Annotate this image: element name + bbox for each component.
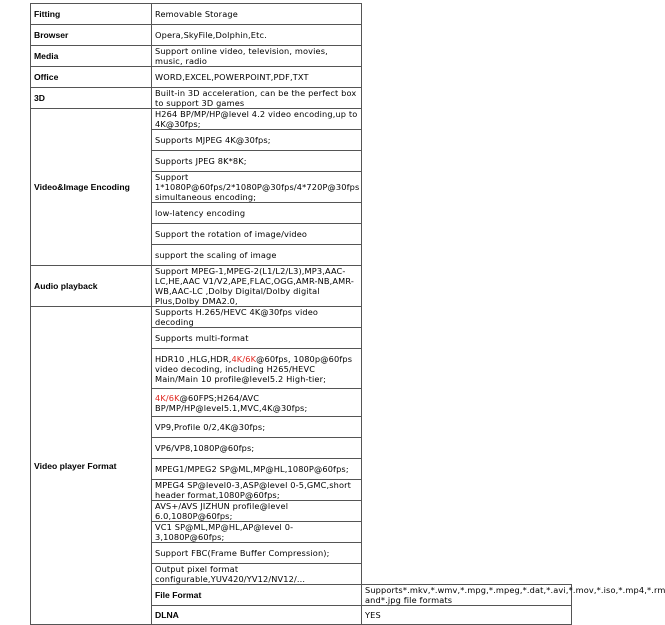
row-label-video-player-format: Video player Format (31, 307, 152, 625)
player-format-item: MPEG4 SP@level0-3,ASP@level 0-5,GMC,short header format,1080P@60fps; (152, 480, 362, 501)
player-format-item: Supports H.265/HEVC 4K@30fps video decoding (152, 307, 362, 328)
table-row (31, 25, 572, 46)
player-format-item: VP9,Profile 0/2,4K@30fps; (152, 417, 362, 438)
encoding-item: Support the rotation of image/video (152, 224, 362, 245)
h264-text: @60FPS;H264/AVC BP/MP/HP@level5.1,MVC,4K@30fps; (155, 392, 308, 413)
player-format-item: AVS+/AVS JIZHUN profile@level 6.0,1080P@60fps; (152, 501, 362, 522)
table-row (31, 46, 572, 67)
row-value-dlna: YES (362, 606, 572, 625)
encoding-item: low-latency encoding (152, 203, 362, 224)
encoding-item: support the scaling of image (152, 245, 362, 266)
spec-table (30, 3, 665, 625)
encoding-item: Supports MJPEG 4K@30fps; (152, 130, 362, 151)
h264-highlight: 4K/6K (155, 392, 180, 403)
row-label-office: Office (31, 67, 152, 88)
player-format-item: VP6/VP8,1080P@60fps; (152, 438, 362, 459)
row-value-fitting: Removable Storage (152, 4, 362, 25)
player-format-item: Output pixel format configurable,YUV420/YV12/NV12/... (152, 564, 362, 585)
table-row (31, 266, 572, 307)
hdr-highlight: 4K/6K (231, 353, 257, 364)
player-format-item: VC1 SP@ML,MP@HL,AP@level 0-3,1080P@60fps; (152, 522, 362, 543)
encoding-item: H264 BP/MP/HP@level 4.2 video encoding,up to 4K@30fps; (152, 109, 362, 130)
row-label-audio-playback: Audio playback (31, 266, 152, 307)
table-row (31, 4, 572, 25)
table-row (31, 307, 572, 328)
row-value-browser: Opera,SkyFile,Dolphin,Etc. (152, 25, 362, 46)
row-label-video-image-encoding: Video&Image Encoding (31, 109, 152, 266)
table-row (31, 67, 572, 88)
player-format-item: Support FBC(Frame Buffer Compression); (152, 543, 362, 564)
table-row (31, 109, 572, 130)
hdr-text-part1: HDR10 ,HLG,HDR, (155, 353, 232, 364)
row-value-file-format: Supports*.mkv,*.wmv,*.mpg,*.mpeg,*.dat,*.avi,*.mov,*.iso,*.mp4,*.rm and*.jpg file formats (362, 585, 572, 606)
row-value-audio-playback: Support MPEG-1,MPEG-2(L1/L2/L3),MP3,AAC-LC,HE,AAC V1/V2,APE,FLAC,OGG,AMR-NB,AMR-WB,AAC-LC ,Dolby Digital/Dolby digital Plus,Dolby DMA2.0, (152, 266, 362, 307)
player-format-item: Supports multi-format (152, 328, 362, 349)
row-value-office: WORD,EXCEL,POWERPOINT,PDF,TXT (152, 67, 362, 88)
player-format-item (152, 389, 362, 417)
hdr-text-part2: @60fps, 1080p@60fps video decoding, including H265/HEVC Main/Main 10 profile@level5.2 High-tier; (155, 353, 353, 384)
row-label-browser: Browser (31, 25, 152, 46)
row-value-3d: Built-in 3D acceleration, can be the perfect box to support 3D games (152, 88, 362, 109)
row-label-3d: 3D (31, 88, 152, 109)
table-row (31, 88, 572, 109)
player-format-item: MPEG1/MPEG2 SP@ML,MP@HL,1080P@60fps; (152, 459, 362, 480)
row-label-media: Media (31, 46, 152, 67)
encoding-item: Supports JPEG 8K*8K; (152, 151, 362, 172)
player-format-item (152, 349, 362, 389)
row-label-dlna: DLNA (152, 606, 362, 625)
encoding-item: Support 1*1080P@60fps/2*1080P@30fps/4*720P@30fps simultaneous encoding; (152, 172, 362, 203)
row-value-media: Support online video, television, movies, music, radio (152, 46, 362, 67)
row-label-file-format: File Format (152, 585, 362, 606)
row-label-fitting: Fitting (31, 4, 152, 25)
